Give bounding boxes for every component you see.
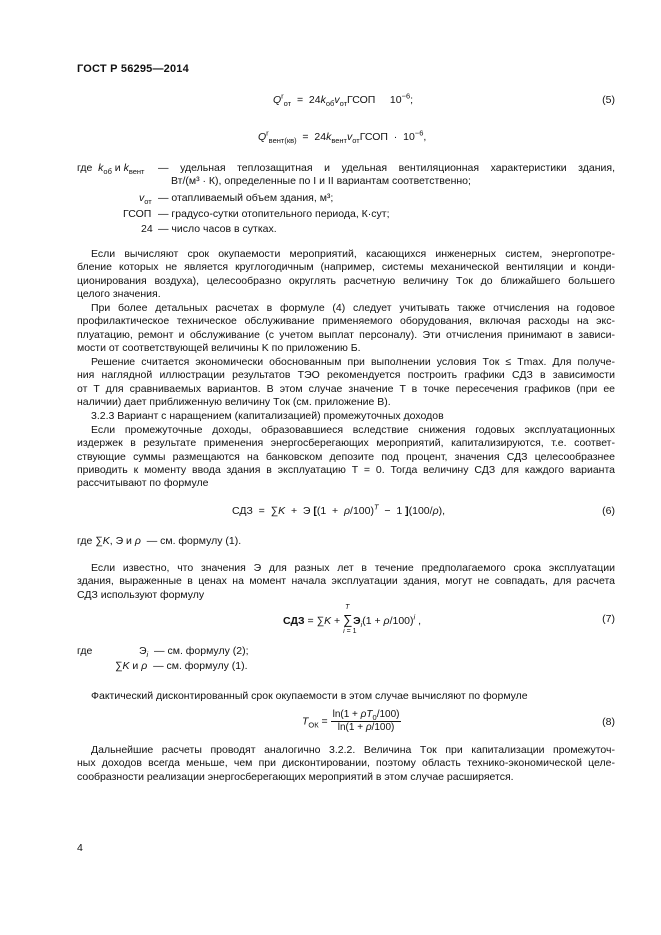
- definition-term-gsop: ГСОП: [123, 208, 152, 220]
- paragraph-2-line: мости от соответствующей величины K по приложению Б.: [77, 341, 361, 354]
- paragraph-3-line: наличии) дает приближенную величину Tок (см. приложение В).: [77, 395, 391, 408]
- paragraph-5-line: здания, выраженные в ценах на момент начала эксплуатации здания, могут не совпадать, для расчета: [77, 575, 615, 588]
- formula-5-number: (5): [602, 94, 615, 106]
- paragraph-1: [77, 248, 615, 301]
- paragraph-3: [77, 356, 615, 409]
- formula-7-where-2: ∑K и ρ — см. формулу (1).: [115, 660, 248, 672]
- formula-5-line-2: $Q^r_{вент(кв)}$ = $24k_{вент}v_{от}ГСОП \cdot 10^{-6}$,: [258, 128, 427, 146]
- formula-7-number: (7): [602, 613, 615, 625]
- paragraph-4: [77, 424, 615, 490]
- paragraph-2-line: При более детальных расчетах в формуле (4) следует учитывать также отчисления на годовое: [91, 302, 615, 314]
- formula-7: СДЗ = ∑K + ∑ T i = 1 $Э_i(1 + \rho/100)^i$ ,: [283, 604, 422, 635]
- paragraph-1-line: бление которых не является круглогодичным (например, системы механической вентиляции и конди-: [77, 261, 615, 274]
- definition-24: — число часов в сутках.: [158, 223, 277, 235]
- paragraph-7-line: Дальнейшие расчеты проводят аналогично 3.2.2. Величина Tок при капитализации промежуточ-: [91, 744, 615, 756]
- paragraph-4-line: издержек в результате применения энергосберегающих мероприятий, капитализируются, т.е. соответ-: [77, 437, 615, 450]
- formula-6-number: (6): [602, 505, 615, 517]
- formula-7-where-1: $Э_i$ — см. формулу (2);: [139, 645, 249, 660]
- section-heading-3-2-3: 3.2.3 Вариант с наращением (капитализацией) промежуточных доходов: [91, 410, 444, 422]
- document-header: ГОСТ Р 56295—2014: [77, 63, 189, 75]
- paragraph-5-line: СДЗ используют формулу: [77, 588, 205, 601]
- formula-8-number: (8): [602, 716, 615, 728]
- paragraph-5-line: Если известно, что значения Э для разных лет в течение предполагаемого срока эксплуатации: [91, 562, 615, 574]
- formula-text-mirrors: [0, 0, 1, 1]
- definition-k-line-2: Вт/(м³ · К), определенные по I и II вариантам соответственно;: [171, 175, 471, 187]
- paragraph-6: Фактический дисконтированный срок окупаемости в этом случае вычисляют по формуле: [91, 690, 528, 702]
- paragraph-1-line: ционирования воздуха), целесообразно округлять расчетную величину Tок до ближайшего большего: [77, 274, 615, 287]
- paragraph-4-line: приводить к моменту ввода здания в эксплуатацию T = 0. Тогда величину СДЗ для каждого варианта: [77, 463, 615, 476]
- definition-term-24: 24: [141, 223, 153, 235]
- paragraph-3-line: ния наглядной иллюстрации результатов ТЭО рекомендуется построить графики СДЗ в зависимости: [77, 369, 615, 382]
- formula-7-where-label: где: [77, 645, 93, 657]
- paragraph-5: [77, 562, 615, 602]
- formula-8: $T_{ОК}$ = $\frac{\ln(1 + \rho T_0/100)}{\ln(1 + \rho/100)}$: [302, 709, 400, 733]
- formula-5-line-1: $Q^r_{от}$ = $24k_{об}v_{от}ГСОП$ $10^{-6}$;: [273, 91, 414, 109]
- paragraph-2-line: плуатацию, ремонт и обслуживание (с учетом выплат персоналу). Эти отчисления принимают в зависи-: [77, 328, 615, 341]
- paragraph-3-line: Решение считается экономически обоснованным при выполнении условия Tок ≤ Tmax. Для получе-: [91, 356, 615, 368]
- paragraph-4-line: рассчитывают по формуле: [77, 477, 209, 490]
- paragraph-3-line: от T для сравниваемых вариантов. В этом случае значение T в точке пересечения графиков (при ее: [77, 382, 615, 395]
- paragraph-1-line: целого значения.: [77, 287, 161, 300]
- paragraph-1-line: Если вычисляют срок окупаемости мероприятий, касающихся инженерных систем, энергопотре-: [91, 248, 615, 260]
- paragraph-7-line: сообразности реализации энергосберегающих мероприятий в этом случае расширяется.: [77, 770, 514, 783]
- definition-gsop: — градусо-сутки отопительного периода, К·сут;: [158, 208, 390, 220]
- paragraph-2-line: профилактическое техническое обслуживание применяемого оборудования, включая расходы на экс-: [77, 315, 615, 328]
- paragraph-4-line: Если промежуточные доходы, образовавшиеся вследствие снижения годовых эксплуатационных: [91, 424, 615, 436]
- page-number: 4: [77, 842, 83, 854]
- formula-6: СДЗ = ∑K + Э [$(1 + \rho/100)^T - 1$ ](100/ρ),: [232, 502, 445, 517]
- definition-v: — отапливаемый объем здания, м³;: [158, 192, 334, 204]
- definition-term-v: $v_{от}$: [139, 192, 152, 207]
- formula-8-fraction: $\frac{\ln(1 + \rho T_0/100)}{\ln(1 + \rho/100)}$: [332, 709, 400, 733]
- definition-term-k: где $k_{об}$ и $k_{вент}$: [77, 162, 145, 177]
- paragraph-2: [77, 302, 615, 355]
- paragraph-7-line: ных доходов всегда меньше, чем при дисконтировании, поэтому область технико-экономической целе-: [77, 757, 615, 770]
- paragraph-7: [77, 744, 615, 784]
- formula-6-where: где ∑K, Э и ρ — см. формулу (1).: [77, 535, 242, 547]
- paragraph-4-line: ствующие суммы размещаются на банковском депозите под процент, значения СДЗ целесообразнее: [77, 450, 615, 463]
- definition-k-line-1: — удельная теплозащитная и удельная вентиляционная характеристики здания,: [158, 162, 615, 174]
